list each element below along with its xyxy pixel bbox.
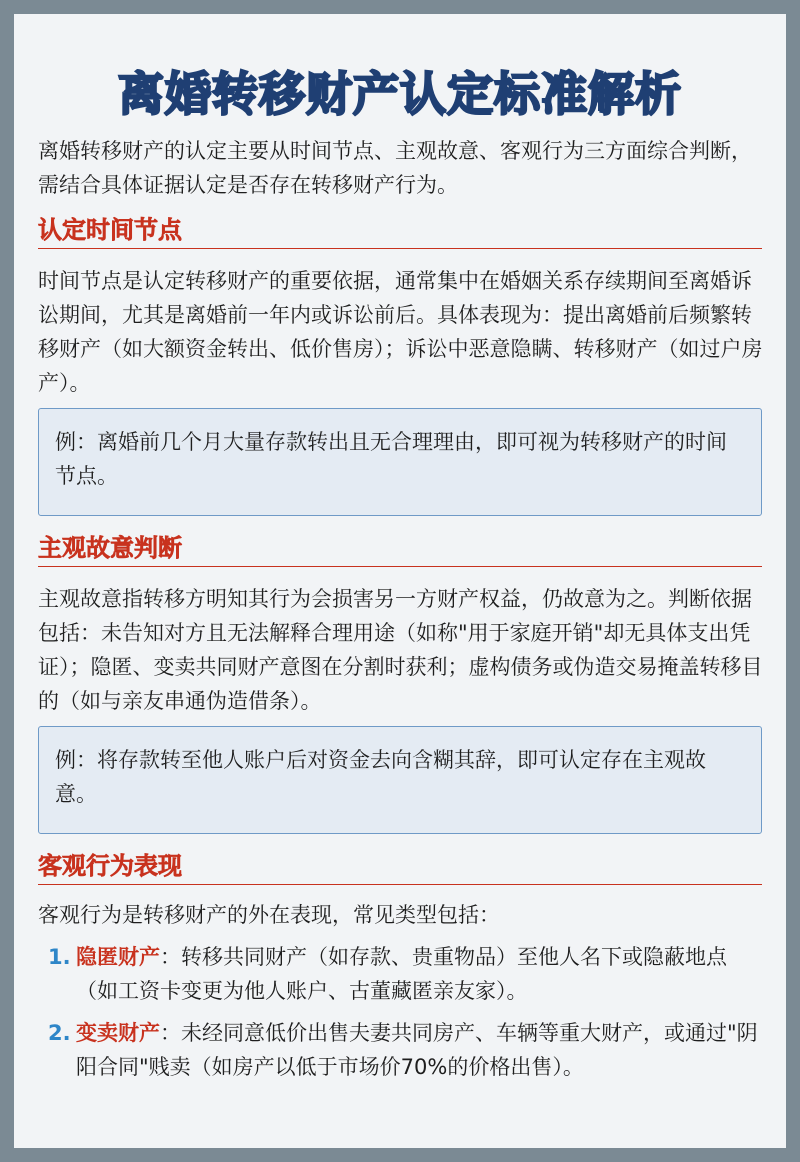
list-item-body (48, 940, 764, 1008)
list-item-separator: ： (160, 945, 181, 969)
list-number: 2. (48, 1021, 71, 1045)
example-box-intent: 例：将存款转至他人账户后对资金去向含糊其辞，即可认定存在主观故意。 (38, 726, 762, 834)
list-item-text: 未经同意低价出售夫妻共同房产、车辆等重大财产，或通过"阴阳合同"贱卖（如房产以低于市场价70%的价格出售）。 (76, 1021, 758, 1079)
page-title: 离婚转移财产认定标准解析 (118, 67, 682, 121)
section-body-time: 时间节点是认定转移财产的重要依据，通常集中在婚姻关系存续期间至离婚诉讼期间，尤其是离婚前一年内或诉讼前后。具体表现为：提出离婚前后频繁转移财产（如大额资金转出、低价售房）；诉讼中恶意隐瞒、转移财产（如过户房产）。 (38, 269, 763, 395)
list-item-title: 变卖财产 (76, 1021, 160, 1045)
section-heading-intent: 主观故意判断 (38, 528, 762, 567)
list-item-separator: ： (160, 1021, 181, 1045)
infographic-card (14, 14, 786, 1148)
section-heading-behavior: 客观行为表现 (38, 846, 762, 885)
section-body-intent: 主观故意指转移方明知其行为会损害另一方财产权益，仍故意为之。判断依据包括：未告知对方且无法解释合理用途（如称"用于家庭开销"却无具体支出凭证）；隐匿、变卖共同财产意图在分割时获利；虚构债务或伪造交易掩盖转移目的（如与亲友串通伪造借条）。 (38, 587, 763, 713)
list-item-body (48, 1016, 764, 1084)
list-item (48, 940, 764, 1008)
list-item (48, 1016, 764, 1084)
list-number: 1. (48, 945, 71, 969)
list-item-title: 隐匿财产 (76, 945, 160, 969)
list-item-text: 转移共同财产（如存款、贵重物品）至他人名下或隐蔽地点（如工资卡变更为他人账户、古董藏匿亲友家）。 (76, 945, 727, 1003)
example-box-time: 例：离婚前几个月大量存款转出且无合理理由，即可视为转移财产的时间节点。 (38, 408, 762, 516)
section-heading-time: 认定时间节点 (38, 210, 762, 249)
intro-paragraph: 离婚转移财产的认定主要从时间节点、主观故意、客观行为三方面综合判断，需结合具体证据认定是否存在转移财产行为。 (38, 139, 752, 197)
section-body-behavior: 客观行为是转移财产的外在表现，常见类型包括： (38, 903, 500, 927)
